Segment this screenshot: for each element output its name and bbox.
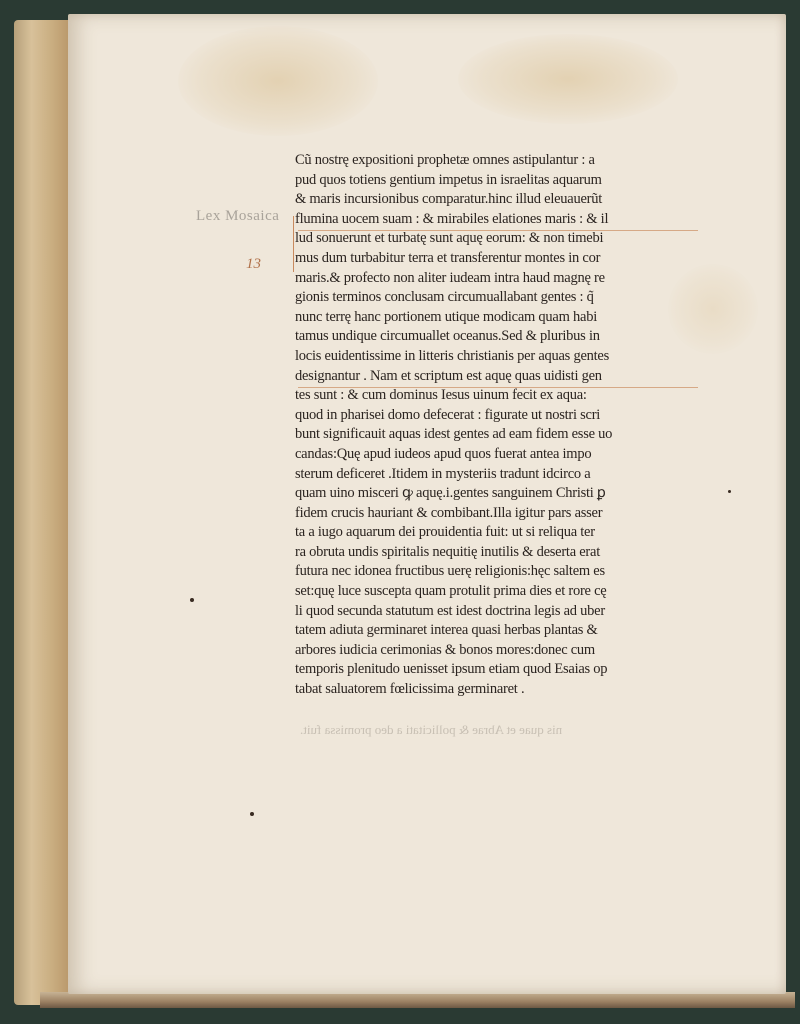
text-line: ra obruta undis spiritalis nequitię inutilis & deserta erat	[295, 543, 600, 560]
text-line: ta a iugo aquarum dei prouidentia fuit: ut si reliqua ter	[295, 524, 595, 541]
page-speck	[250, 812, 254, 816]
text-line: maris.& profecto non aliter iudeam intra haud magnę re	[295, 269, 605, 286]
text-line: flumina uocem suam : & mirabiles elationes maris : & il	[295, 210, 609, 227]
text-line: tamus undique circumuallet oceanus.Sed & pluribus in	[295, 328, 600, 345]
text-line: quam uino misceri ꝙ aquę.i.gentes sanguinem Christi ꝑ	[295, 485, 606, 502]
text-line: futura nec idonea fructibus uerę religionis:hęc saltem es	[295, 563, 605, 580]
text-line: tatem adiuta germinaret interea quasi herbas plantas &	[295, 622, 598, 639]
text-line: set:quę luce suscepta quam protulit prima dies et rore cę	[295, 583, 607, 600]
show-through-text: nis quae et Abrae & pollicitati a deo promissa fuit.	[300, 722, 563, 737]
text-line: sterum deficeret .Itidem in mysteriis tradunt idcirco a	[295, 465, 591, 482]
text-line: arbores iudicia cerimonias & bonos mores:donec cum	[295, 641, 595, 658]
main-text-block	[295, 151, 700, 700]
text-line: quod in pharisei domo defecerat : figurate ut nostri scri	[295, 406, 601, 423]
text-line: temporis plenitudo uenisset ipsum etiam quod Esaias op	[295, 661, 608, 678]
page-speck	[728, 490, 731, 493]
text-line: Cũ nostrę expositioni prophetæ omnes astipulantur : a	[295, 152, 595, 168]
text-line: tes sunt : & cum dominus Iesus uinum fecit ex aqua:	[295, 387, 587, 404]
margin-note: Lex Mosaica	[196, 208, 280, 224]
text-line: pud quos totiens gentium impetus in israelitas aquarum	[295, 171, 602, 188]
pencil-mark	[293, 216, 294, 272]
page-stain	[178, 26, 378, 136]
text-line: nunc terrę hanc portionem utique modicam quam habi	[295, 308, 597, 325]
text-line: designantur . Nam et scriptum est aquę quas uidisti gen	[295, 367, 602, 384]
text-line: locis euidentissime in litteris christianis per aquas gentes	[295, 347, 609, 364]
text-line: candas:Quę apud iudeos apud quos fuerat antea impo	[295, 445, 592, 462]
text-line: li quod secunda statutum est idest doctrina legis ad uber	[295, 602, 605, 619]
text-line: & maris incursionibus comparatur.hinc illud eleuauerũt	[295, 191, 603, 208]
book-bottom-edge	[40, 992, 795, 1008]
page-stain	[458, 34, 678, 124]
text-line: tabat saluatorem fœlicissima germinaret .	[295, 681, 525, 698]
text-line: fidem crucis hauriant & combibant.Illa igitur pars asser	[295, 504, 603, 521]
text-line: lud sonuerunt et turbatę sunt aquę eorum: & non timebi	[295, 230, 604, 247]
text-line: mus dum turbabitur terra et transferentur montes in cor	[295, 249, 601, 266]
handwritten-numeral: 13	[246, 256, 261, 272]
text-line: bunt significauit aquas idest gentes ad eam fidem esse uo	[295, 426, 613, 443]
text-line: gionis terminos conclusam circumuallabant gentes : q̃	[295, 289, 594, 306]
page-speck	[190, 598, 194, 602]
